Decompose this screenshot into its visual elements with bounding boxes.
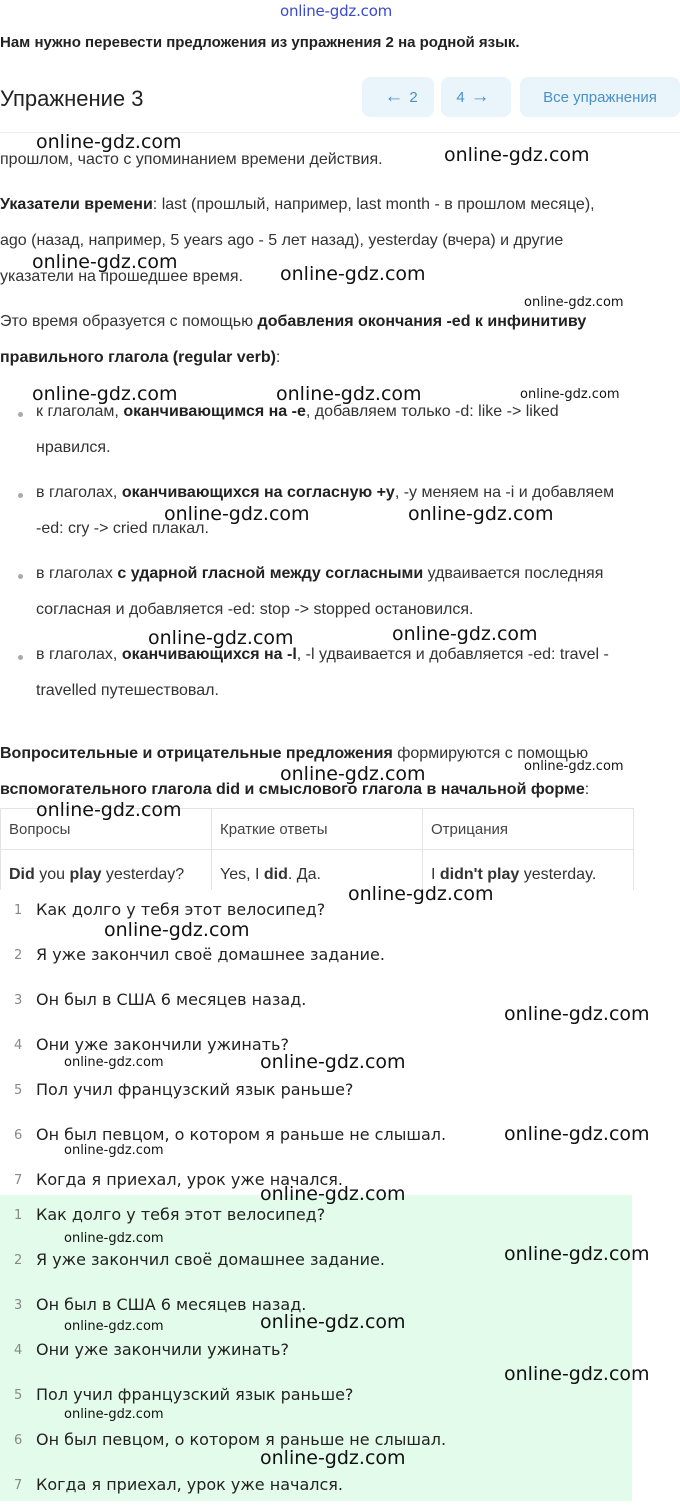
time-markers-text: : last (прошлый, например, last month - в прошлом месяце), (152, 196, 595, 213)
task-text: Нам нужно перевести предложения из упражнения 2 на родной язык. (0, 34, 520, 51)
all-exercises-label: Все упражнения (543, 88, 657, 106)
table-cell: Did you play yesterday? (1, 850, 212, 901)
watermark: online-gdz.com (32, 383, 178, 405)
rule-text: согласная и добавляется -ed: stop -> stopped остановился. (36, 601, 474, 618)
bullet-dot (18, 655, 23, 660)
bullet-dot (18, 412, 23, 417)
colon: : (275, 349, 281, 366)
questions-bold: Вопросительные и отрицательные предложения (0, 745, 393, 762)
watermark: online-gdz.com (64, 1319, 164, 1334)
watermark: online-gdz.com (348, 883, 494, 905)
watermark: online-gdz.com (280, 263, 426, 285)
all-exercises-button[interactable] (520, 77, 680, 117)
formation-text: Это время образуется с помощью (0, 313, 258, 330)
rule-text: , -l удваивается и добавляется -ed: travel - (296, 646, 609, 663)
arrow-right-icon: → (470, 86, 490, 107)
watermark: online-gdz.com (260, 1311, 406, 1333)
bullet-dot (18, 493, 23, 498)
grammar-table (0, 808, 634, 901)
answer-list: 1 Как долго у тебя этот велосипед? 2 Я уже закончил своё домашнее задание. 3 Он был в США 6 месяцев назад. 4 Они уже закончили ужинать? 5 Пол учил французский язык раньше? 6 Он был певцом, о котором я раньше не слышал. 7 Когда я приехал, урок уже начался. (0, 1195, 632, 1501)
watermark: online-gdz.com (32, 251, 178, 273)
watermark: online-gdz.com (64, 1231, 164, 1246)
watermark: online-gdz.com (504, 1123, 650, 1145)
rule-text: к глаголам, (36, 403, 124, 420)
rule-text: travelled путешествовал. (36, 682, 219, 699)
next-exercise-button[interactable] (441, 77, 511, 117)
rule-text: в глаголах (36, 565, 118, 582)
watermark: online-gdz.com (148, 627, 294, 649)
watermark: online-gdz.com (64, 1055, 164, 1070)
watermark: online-gdz.com (392, 623, 538, 645)
rule-text: в глаголах, (36, 646, 122, 663)
auxiliary-bold: вспомогательного глагола did и смыслового глагола в начальной форме (0, 781, 585, 798)
theory-paragraph-2-line2: ago (назад, например, 5 years ago - 5 лет назад), yesterday (вчера) и другие (0, 232, 564, 249)
watermark: online-gdz.com (104, 919, 250, 941)
table-cell: I didn't play yesterday. (423, 850, 634, 901)
rule-text: в глаголах, (36, 484, 122, 501)
rule-text: , добавляем только -d: like -> liked (305, 403, 559, 420)
colon: : (584, 781, 590, 798)
rule-item (36, 637, 676, 709)
theory-paragraph-3-line2 (0, 340, 280, 376)
arrow-left-icon: ← (384, 86, 404, 107)
watermark: online-gdz.com (36, 131, 182, 153)
watermark: online-gdz.com (260, 1183, 406, 1205)
table-cell: Yes, I did. Да. (212, 850, 423, 901)
prev-exercise-button[interactable] (362, 77, 434, 117)
table-header: Краткие ответы (212, 809, 423, 850)
watermark: online-gdz.com (524, 759, 624, 774)
watermark: online-gdz.com (504, 1003, 650, 1025)
watermark: online-gdz.com (280, 763, 426, 785)
rule-text: удваивается последняя (423, 565, 604, 582)
watermark: online-gdz.com (444, 144, 590, 166)
watermark: online-gdz.com (64, 1143, 164, 1158)
formation-bold: добавления окончания -ed к инфинитиву (257, 313, 587, 330)
rule-text: -ed: cry -> cried плакал. (36, 520, 209, 537)
rule-bold: с ударной гласной между согласными (117, 565, 424, 582)
rule-text: , -y меняем на -i и добавляем (394, 484, 615, 501)
sentence-list: 1 Как долго у тебя этот велосипед? 2 Я уже закончил своё домашнее задание. 3 Он был в США 6 месяцев назад. 4 Они уже закончили ужинать? 5 Пол учил французский язык раньше? 6 Он был певцом, о котором я раньше не слышал. 7 Когда я приехал, урок уже начался. (0, 890, 680, 1195)
next-label: 4 (456, 88, 465, 106)
rule-bold: оканчивающихся на согласную +y (121, 484, 395, 501)
theory-paragraph-3 (0, 304, 586, 340)
watermark: online-gdz.com (64, 1407, 164, 1422)
watermark: online-gdz.com (260, 1051, 406, 1073)
rule-item (36, 475, 676, 547)
rule-item (36, 556, 676, 628)
watermark: online-gdz.com (276, 383, 422, 405)
watermark: online-gdz.com (524, 295, 624, 310)
watermark: online-gdz.com (164, 503, 310, 525)
watermark: online-gdz.com (408, 503, 554, 525)
rule-text: нравился. (36, 439, 111, 456)
table-header: Отрицания (423, 809, 634, 850)
rule-bold: оканчивающихся на -l (121, 646, 297, 663)
watermark: online-gdz.com (520, 387, 620, 402)
exercise-header (0, 70, 680, 130)
time-markers-label: Указатели времени (0, 196, 153, 213)
rule-bold: оканчивающимся на -e (123, 403, 306, 420)
watermark: online-gdz.com (36, 799, 182, 821)
bullet-dot (18, 574, 23, 579)
theory-paragraph-2 (0, 187, 595, 223)
theory-paragraph-1: прошлом, часто с упоминанием времени действия. (0, 151, 383, 168)
theory-paragraph-2-line3: указатели на прошедшее время. (0, 268, 244, 285)
watermark: online-gdz.com (504, 1243, 650, 1265)
watermark: online-gdz.com (280, 2, 393, 20)
watermark: online-gdz.com (260, 1447, 406, 1469)
questions-text: формируются с помощью (392, 745, 589, 762)
watermark: online-gdz.com (504, 1363, 650, 1385)
exercise-title: Упражнение 3 (0, 86, 144, 111)
prev-label: 2 (409, 88, 418, 106)
table-header: Вопросы (1, 809, 212, 850)
regular-verb-bold: правильного глагола (regular verb) (0, 349, 276, 366)
